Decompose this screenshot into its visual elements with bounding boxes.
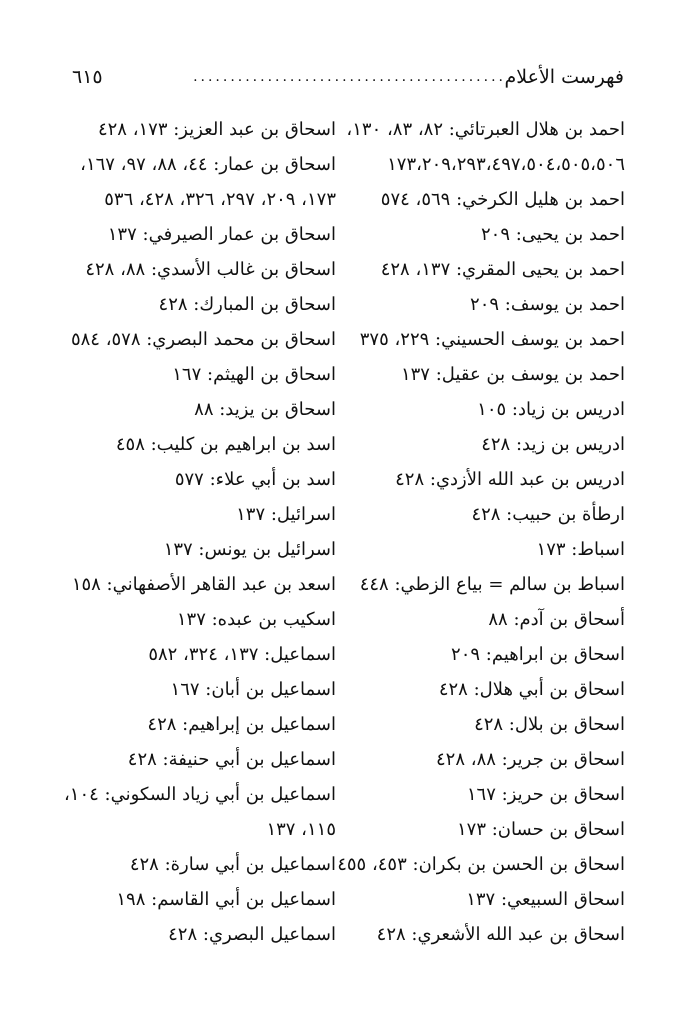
index-entry: اسحاق بن عبد العزيز: ١٧٣، ٤٢٨ (97, 119, 336, 140)
index-entry-continuation: ١٧٣، ٢٠٩، ٢٩٧، ٣٢٦، ٤٢٨، ٥٣٦ (104, 189, 336, 210)
index-entry: اسماعيل بن إبراهيم: ٤٢٨ (147, 714, 336, 735)
index-entry: اسرائيل: ١٣٧ (236, 504, 336, 525)
index-entry: اسحاق بن غالب الأسدي: ٨٨، ٤٢٨ (85, 259, 336, 280)
index-entry: اسحاق السبيعي: ١٣٧ (466, 889, 625, 910)
index-column-right (337, 112, 625, 952)
index-entry: أسحاق بن آدم: ٨٨ (488, 609, 625, 630)
index-entry: احمد بن يحيى المقري: ١٣٧، ٤٢٨ (380, 259, 625, 280)
index-entry: احمد بن يحيى: ٢٠٩ (480, 224, 625, 245)
index-entry: اسماعيل البصري: ٤٢٨ (168, 924, 336, 945)
index-entry: ادريس بن زيد: ٤٢٨ (481, 434, 625, 455)
index-entry: اسرائيل بن يونس: ١٣٧ (163, 539, 336, 560)
index-entry: ادريس بن عبد الله الأزدي: ٤٢٨ (395, 469, 625, 490)
index-entry: اسماعيل: ١٣٧، ٣٢٤، ٥٨٢ (148, 644, 336, 665)
index-entry: احمد بن يوسف بن عقيل: ١٣٧ (400, 364, 625, 385)
index-entry: احمد بن يوسف: ٢٠٩ (470, 294, 625, 315)
index-entry: احمد بن يوسف الحسيني: ٢٢٩، ٣٧٥ (359, 329, 625, 350)
index-entry: ارطأة بن حبيب: ٤٢٨ (471, 504, 625, 525)
index-entry: اسحاق بن الهيثم: ١٦٧ (172, 364, 336, 385)
index-entry: اسد بن ابراهيم بن كليب: ٤٥٨ (115, 434, 336, 455)
index-entry: اسحاق بن حسان: ١٧٣ (457, 819, 625, 840)
page-number: ٦١٥ (72, 66, 103, 88)
index-entry: اسعد بن عبد القاهر الأصفهاني: ١٥٨ (71, 574, 336, 595)
index-entry: اسحاق بن جرير: ٨٨، ٤٢٨ (436, 749, 625, 770)
index-entry-continuation: ١١٥، ١٣٧ (266, 819, 336, 840)
index-entry: اسحاق بن محمد البصري: ٥٧٨، ٥٨٤ (70, 329, 336, 350)
index-entry: اسحاق بن المبارك: ٤٢٨ (158, 294, 336, 315)
index-entry: اسماعيل بن أبي زياد السكوني: ١٠٤، (63, 784, 336, 805)
running-header (72, 62, 624, 92)
index-entry: اسحاق بن الحسن بن بكران: ٤٥٣، ٤٥٥ (337, 854, 625, 875)
header-title: فهرست الأعلام (504, 66, 624, 88)
index-entry: اسحاق بن عبد الله الأشعري: ٤٢٨ (376, 924, 625, 945)
index-entry: اسد بن أبي علاء: ٥٧٧ (174, 469, 336, 490)
index-entry: اسماعيل بن أبان: ١٦٧ (170, 679, 336, 700)
index-entry: اسحاق بن يزيد: ٨٨ (194, 399, 336, 420)
index-entry: اسماعيل بن أبي القاسم: ١٩٨ (116, 889, 336, 910)
header-leader-dots: .......................................... (193, 69, 506, 85)
index-entry: اسماعيل بن أبي سارة: ٤٢٨ (129, 854, 336, 875)
index-entry: احمد بن هلال العبرتائي: ٨٢، ٨٣، ١٣٠، (346, 119, 625, 140)
index-entry: اسحاق بن بلال: ٤٢٨ (474, 714, 625, 735)
index-entry: اسحاق بن أبي هلال: ٤٢٨ (438, 679, 625, 700)
index-entry: اسكيب بن عبده: ١٣٧ (176, 609, 336, 630)
index-column-left (48, 112, 336, 952)
index-entry: اسحاق بن ابراهيم: ٢٠٩ (451, 644, 625, 665)
index-entry: ادريس بن زياد: ١٠٥ (477, 399, 625, 420)
index-entry-continuation: ١٧٣،٢٠٩،٢٩٣،٤٩٧،٥٠٤،٥٠٥،٥٠٦ (387, 154, 625, 175)
index-entry: اسحاق بن حريز: ١٦٧ (466, 784, 625, 805)
index-entry: احمد بن هليل الكرخي: ٥٦٩، ٥٧٤ (380, 189, 625, 210)
index-entry: اسماعيل بن أبي حنيفة: ٤٢٨ (127, 749, 336, 770)
index-entry: اسحاق بن عمار الصيرفي: ١٣٧ (107, 224, 336, 245)
index-entry: اسحاق بن عمار: ٤٤، ٨٨، ٩٧، ١٦٧، (80, 154, 336, 175)
index-entry: اسباط بن سالم = بياع الزطي: ٤٤٨ (359, 574, 625, 595)
index-entry: اسباط: ١٧٣ (536, 539, 625, 560)
